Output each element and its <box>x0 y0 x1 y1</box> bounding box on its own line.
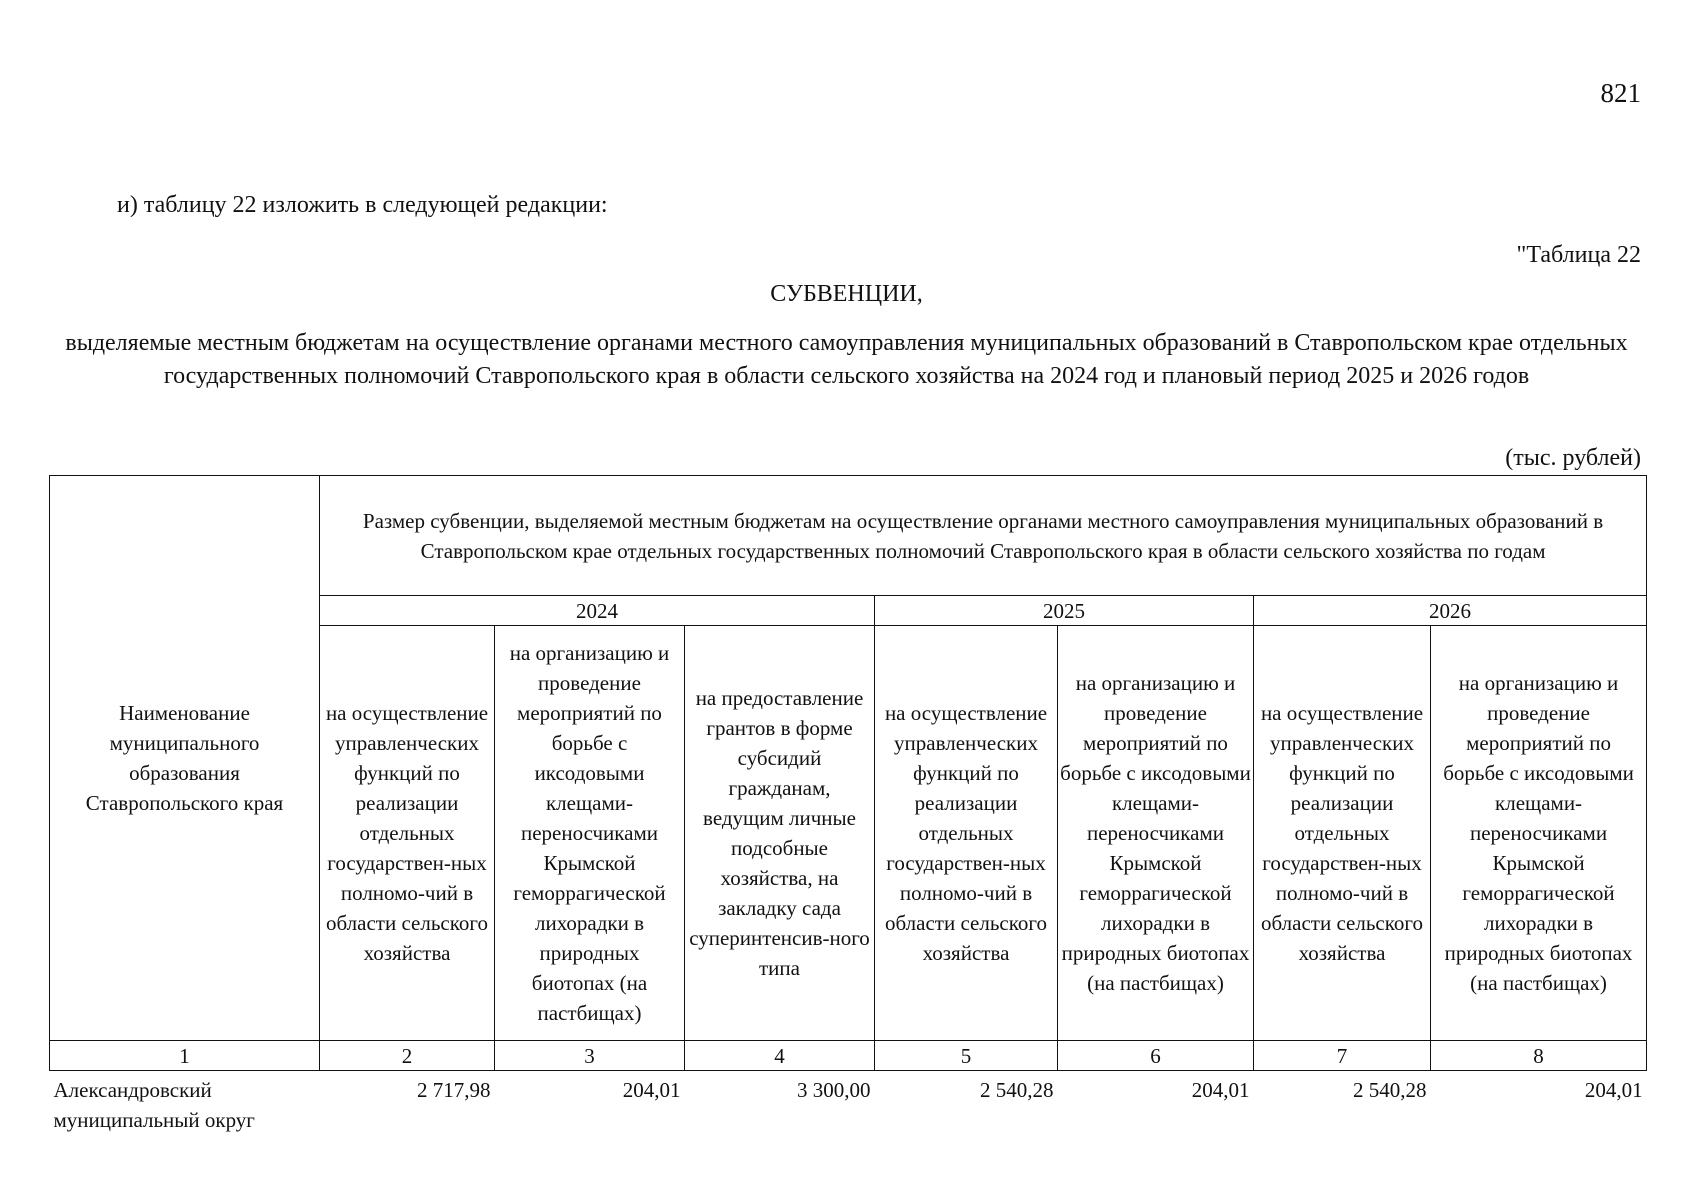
column-number: 8 <box>1431 1041 1647 1071</box>
page-number: 821 <box>1600 78 1641 108</box>
units-label: (тыс. рублей) <box>1505 445 1641 471</box>
column-header-3: на организацию и проведение мероприятий по борьбе с иксодовыми клещами-переносчиками Крымской геморрагической лихорадки в природных биотопах (на пастбищах) <box>495 626 685 1041</box>
column-header-5: на осуществление управленческих функций по реализации отдельных государствен-ных полномо-чий в области сельского хозяйства <box>875 626 1058 1041</box>
value-cell: 3 300,00 <box>797 1078 871 1102</box>
column-number: 3 <box>495 1041 685 1071</box>
municipality-name: Александровский муниципальный округ <box>53 1078 255 1132</box>
column-number: 6 <box>1058 1041 1254 1071</box>
column-header-6: на организацию и проведение мероприятий по борьбе с иксодовыми клещами-переносчиками Крымской геморрагической лихорадки в природных биотопах (на пастбищах) <box>1058 626 1254 1041</box>
subvention-table <box>49 475 1647 1135</box>
value-cell: 204,01 <box>622 1078 681 1102</box>
column-number: 1 <box>50 1041 320 1071</box>
year-header-2026: 2026 <box>1254 596 1647 626</box>
column-header-7: на осуществление управленческих функций по реализации отдельных государствен-ных полномо-чий в области сельского хозяйства <box>1254 626 1431 1041</box>
column-number: 5 <box>875 1041 1058 1071</box>
column-header-8: на организацию и проведение мероприятий по борьбе с иксодовыми клещами-переносчиками Крымской геморрагической лихорадки в природных биотопах (на пастбищах) <box>1431 626 1647 1041</box>
column-header-4: на предоставление грантов в форме субсидий гражданам, ведущим личные подсобные хозяйства, на закладку сада суперинтенсив-ного типа <box>685 626 875 1041</box>
column-number: 7 <box>1254 1041 1431 1071</box>
value-cell: 2 540,28 <box>980 1078 1054 1102</box>
document-title: СУБВЕНЦИИ, <box>770 281 923 307</box>
value-cell: 204,01 <box>1584 1078 1643 1102</box>
year-header-2025: 2025 <box>875 596 1254 626</box>
intro-text: и) таблицу 22 изложить в следующей редакции: <box>117 192 608 218</box>
value-cell: 2 717,98 <box>417 1078 491 1102</box>
value-cell: 204,01 <box>1191 1078 1250 1102</box>
column-header-2: на осуществление управленческих функций по реализации отдельных государствен-ных полномо-чий в области сельского хозяйства <box>320 626 495 1041</box>
year-header-2024: 2024 <box>320 596 875 626</box>
top-header: Размер субвенции, выделяемой местным бюджетам на осуществление органами местного самоуправления муниципальных образований в Ставропольском крае отдельных государственных полномочий Ставропольского края в области сельского хозяйства по годам <box>320 476 1647 596</box>
document-subtitle: выделяемые местным бюджетам на осуществление органами местного самоуправления муниципальных образований в Ставропольском крае отдельных государственных полномочий Ставропольского края в области сельского хозяйства на 2024 год и плановый период 2025 и 2026 годов <box>65 330 1628 389</box>
column-header-name: Наименование муниципального образования Ставропольского края <box>50 476 320 1041</box>
value-cell: 2 540,28 <box>1353 1078 1427 1102</box>
table-row <box>50 1071 1647 1136</box>
column-number: 2 <box>320 1041 495 1071</box>
table-label: "Таблица 22 <box>1516 242 1641 268</box>
column-number: 4 <box>685 1041 875 1071</box>
